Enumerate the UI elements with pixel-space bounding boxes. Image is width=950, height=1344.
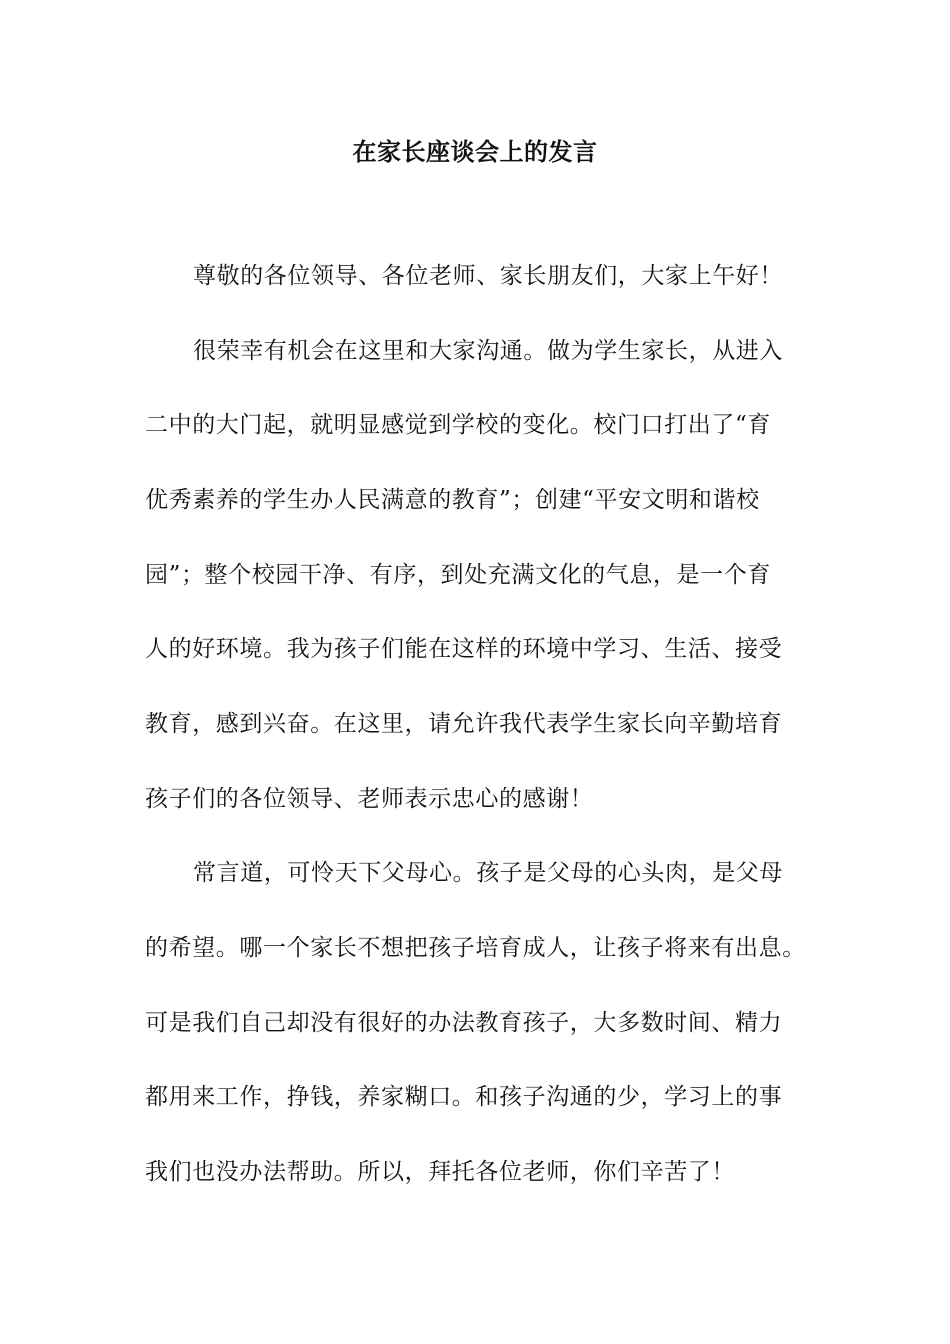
paragraph-2-line-2: 的希望。哪一个家长不想把孩子培育成人，让孩子将来有出息。 — [145, 935, 806, 961]
paragraph-1-line-7: 孩子们的各位领导、老师表示忠心的感谢！ — [145, 786, 594, 812]
paragraph-2-line-5: 我们也没办法帮助。所以，拜托各位老师，你们辛苦了！ — [145, 1159, 735, 1185]
paragraph-1-line-2: 二中的大门起，就明显感觉到学校的变化。校门口打出了“育 — [145, 412, 771, 438]
paragraph-1-line-6: 教育，感到兴奋。在这里，请允许我代表学生家长向辛勤培育 — [145, 711, 783, 737]
paragraph-1-line-4: 园”；整个校园干净、有序，到处充满文化的气息，是一个育 — [145, 562, 771, 588]
paragraph-1-line-1: 很荣幸有机会在这里和大家沟通。做为学生家长，从进入 — [193, 338, 783, 364]
greeting-line: 尊敬的各位领导、各位老师、家长朋友们，大家上午好！ — [193, 263, 783, 289]
paragraph-2-line-4: 都用来工作，挣钱，养家糊口。和孩子沟通的少，学习上的事 — [145, 1084, 783, 1110]
document-title: 在家长座谈会上的发言 — [352, 137, 598, 166]
paragraph-2-line-3: 可是我们自己却没有很好的办法教育孩子，大多数时间、精力 — [145, 1010, 783, 1036]
paragraph-1-line-3: 优秀素养的学生办人民满意的教育”；创建“平安文明和谐校 — [145, 487, 760, 513]
paragraph-2-line-1: 常言道，可怜天下父母心。孩子是父母的心头肉，是父母 — [193, 860, 783, 886]
paragraph-1-line-5: 人的好环境。我为孩子们能在这样的环境中学习、生活、接受 — [145, 636, 783, 662]
